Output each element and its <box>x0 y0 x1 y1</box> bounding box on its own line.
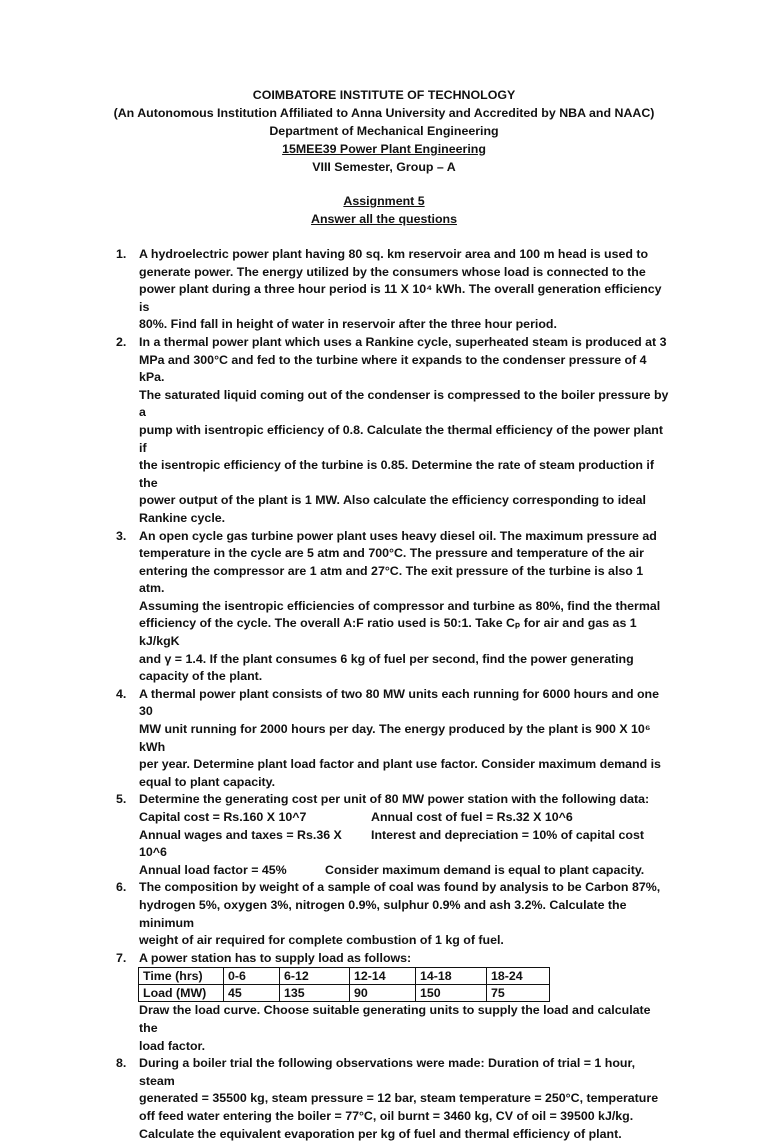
question-line: The saturated liquid coming out of the condenser is compressed to the boiler pressure by a <box>139 387 669 422</box>
cost-data-row <box>139 862 669 880</box>
table-cell: 14-18 <box>416 968 487 985</box>
question-line: entering the compressor are 1 atm and 27°C. The exit pressure of the turbine is also 1 atm. <box>139 563 669 598</box>
question-line: Assuming the isentropic efficiencies of compressor and turbine as 80%, find the thermal <box>139 598 669 616</box>
question-line: equal to plant capacity. <box>139 774 669 792</box>
question-1 <box>0 246 669 334</box>
cost-data-row <box>139 827 669 862</box>
question-line: temperature in the cycle are 5 atm and 700°C. The pressure and temperature of the air <box>139 545 669 563</box>
table-cell: 150 <box>416 985 487 1002</box>
table-cell: 6-12 <box>280 968 350 985</box>
question-line: the isentropic efficiency of the turbine is 0.85. Determine the rate of steam production if the <box>139 457 669 492</box>
table-header-cell: Load (MW) <box>139 985 224 1002</box>
cost-item: Annual load factor = 45% <box>139 862 325 880</box>
question-line: MW unit running for 2000 hours per day. The energy produced by the plant is 900 X 10⁶ kWh <box>139 721 669 756</box>
question-line: 80%. Find fall in height of water in reservoir after the three hour period. <box>139 316 669 334</box>
table-row <box>139 968 550 985</box>
question-line: An open cycle gas turbine power plant uses heavy diesel oil. The maximum pressure ad <box>139 528 669 546</box>
question-number: 4. <box>116 686 126 704</box>
table-cell: 90 <box>350 985 416 1002</box>
question-line: generated = 35500 kg, steam pressure = 12 bar, steam temperature = 250°C, temperature <box>139 1090 669 1108</box>
semester-group: VIII Semester, Group – A <box>0 158 768 176</box>
table-cell: 18-24 <box>487 968 550 985</box>
question-2 <box>0 334 669 528</box>
table-cell: 135 <box>280 985 350 1002</box>
question-line: pump with isentropic efficiency of 0.8. Calculate the thermal efficiency of the power plant if <box>139 422 669 457</box>
question-line: capacity of the plant. <box>139 668 669 686</box>
question-number: 6. <box>116 879 126 897</box>
question-5 <box>0 791 669 879</box>
institute-name: COIMBATORE INSTITUTE OF TECHNOLOGY <box>0 86 768 104</box>
question-6 <box>0 879 669 949</box>
question-number: 3. <box>116 528 126 546</box>
question-number: 5. <box>116 791 126 809</box>
question-line: generate power. The energy utilized by the consumers whose load is connected to the <box>139 264 669 282</box>
course-title: 15MEE39 Power Plant Engineering <box>282 142 486 156</box>
question-list <box>0 246 768 1143</box>
question-number: 1. <box>116 246 126 264</box>
question-line: The composition by weight of a sample of coal was found by analysis to be Carbon 87%, <box>139 879 669 897</box>
question-line: A hydroelectric power plant having 80 sq. km reservoir area and 100 m head is used to <box>139 246 669 264</box>
question-line: During a boiler trial the following observations were made: Duration of trial = 1 hour, steam <box>139 1055 669 1090</box>
table-cell: 75 <box>487 985 550 1002</box>
question-line: per year. Determine plant load factor and plant use factor. Consider maximum demand is <box>139 756 669 774</box>
question-line: efficiency of the cycle. The overall A:F ratio used is 50:1. Take Cₚ for air and gas as 1 kJ/kgK <box>139 615 669 650</box>
question-line: A thermal power plant consists of two 80 MW units each running for 6000 hours and one 30 <box>139 686 669 721</box>
question-line: A power station has to supply load as follows: <box>139 950 669 968</box>
cost-item: Interest and depreciation = 10% of capital cost <box>371 827 644 862</box>
question-line: power output of the plant is 1 MW. Also calculate the efficiency corresponding to ideal <box>139 492 669 510</box>
cost-item: Capital cost = Rs.160 X 10^7 <box>139 809 371 827</box>
question-line: Calculate the equivalent evaporation per kg of fuel and thermal efficiency of plant. <box>139 1126 669 1143</box>
table-cell: 0-6 <box>224 968 280 985</box>
question-line: In a thermal power plant which uses a Rankine cycle, superheated steam is produced at 3 <box>139 334 669 352</box>
cost-item: Annual cost of fuel = Rs.32 X 10^6 <box>371 809 573 827</box>
question-number: 7. <box>116 950 126 968</box>
table-row <box>139 985 550 1002</box>
table-cell: 45 <box>224 985 280 1002</box>
institute-affiliation: (An Autonomous Institution Affiliated to Anna University and Accredited by NBA and NAAC) <box>0 104 768 122</box>
table-cell: 12-14 <box>350 968 416 985</box>
cost-item: Annual wages and taxes = Rs.36 X 10^6 <box>139 827 371 862</box>
question-7 <box>0 950 669 1055</box>
question-line: and γ = 1.4. If the plant consumes 6 kg of fuel per second, find the power generating <box>139 651 669 669</box>
question-line: hydrogen 5%, oxygen 3%, nitrogen 0.9%, sulphur 0.9% and ash 3.2%. Calculate the minimum <box>139 897 669 932</box>
question-8 <box>0 1055 669 1143</box>
question-line: MPa and 300°C and fed to the turbine where it expands to the condenser pressure of 4 kPa. <box>139 352 669 387</box>
question-line: Draw the load curve. Choose suitable generating units to supply the load and calculate the <box>139 1002 669 1037</box>
question-number: 2. <box>116 334 126 352</box>
department-name: Department of Mechanical Engineering <box>0 122 768 140</box>
question-line: Determine the generating cost per unit of 80 MW power station with the following data: <box>139 791 669 809</box>
load-table <box>138 967 550 1002</box>
question-number: 8. <box>116 1055 126 1073</box>
document-header <box>0 86 768 176</box>
question-line: Rankine cycle. <box>139 510 669 528</box>
cost-data-row <box>139 809 669 827</box>
cost-item: Consider maximum demand is equal to plant capacity. <box>325 862 644 880</box>
assignment-title: Assignment 5 <box>343 192 424 210</box>
assignment-heading <box>0 192 768 228</box>
question-line: load factor. <box>139 1038 669 1056</box>
question-line: off feed water entering the boiler = 77°C, oil burnt = 3460 kg, CV of oil = 39500 kJ/kg. <box>139 1108 669 1126</box>
table-header-cell: Time (hrs) <box>139 968 224 985</box>
question-line: power plant during a three hour period is 11 X 10⁴ kWh. The overall generation efficiency is <box>139 281 669 316</box>
question-4 <box>0 686 669 792</box>
question-line: weight of air required for complete combustion of 1 kg of fuel. <box>139 932 669 950</box>
question-3 <box>0 528 669 686</box>
assignment-instruction: Answer all the questions <box>311 210 457 228</box>
